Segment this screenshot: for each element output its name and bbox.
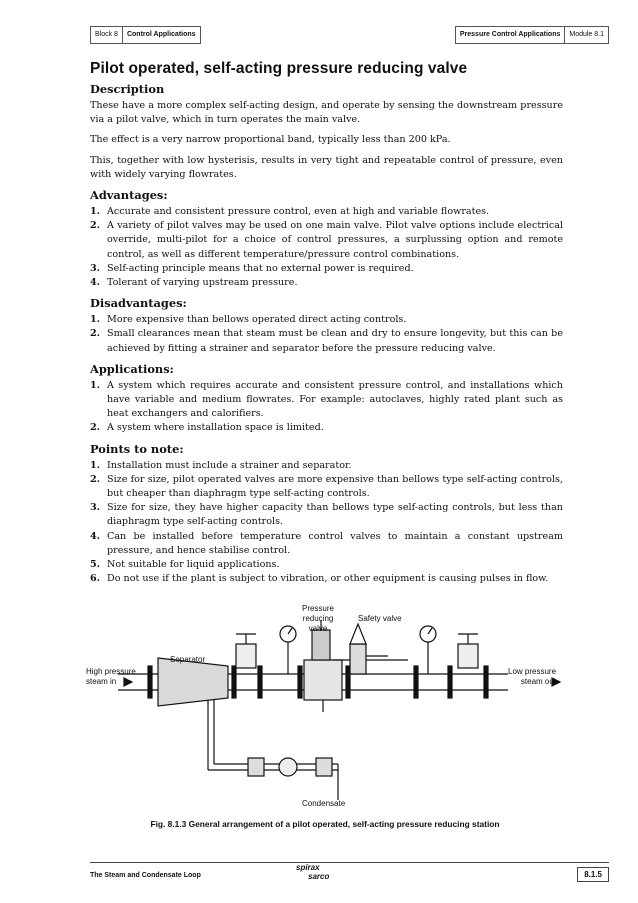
list-item [90, 379, 563, 422]
flange [346, 666, 350, 698]
item-text: More expensive than bellows operated direct acting controls. [107, 314, 407, 326]
list-item [90, 558, 563, 572]
item-text: Installation must include a strainer and separator. [107, 459, 352, 471]
condensate-valve [316, 758, 332, 776]
list-item [90, 276, 563, 290]
flange [484, 666, 488, 698]
flange [258, 666, 262, 698]
description-paragraph: The effect is a very narrow proportional band, typically less than 200 kPa. [90, 134, 451, 146]
item-number: 1. [90, 459, 101, 471]
logo-line-1: spirax [296, 863, 320, 872]
list-item [90, 313, 563, 327]
block-title: Control Applications [126, 31, 196, 38]
item-number: 2. [90, 220, 101, 232]
list-item [90, 501, 563, 529]
item-text: Do not use if the plant is subject to vibration, or other equipment is causing pulses in flow. [107, 573, 549, 585]
safety-valve [350, 644, 366, 674]
label-line: steam out [520, 677, 557, 686]
item-number: 1. [90, 314, 101, 326]
item-text: Self-acting principle means that no external power is required. [107, 262, 414, 274]
disadvantages-list [90, 313, 563, 356]
item-number: 1. [90, 206, 101, 218]
item-number: 6. [90, 573, 101, 585]
item-number: 5. [90, 559, 101, 571]
description-paragraph: This, together with low hysterisis, results in very tight and repeatable control of pressure, even with widely varying flowrates. [90, 154, 563, 180]
list-item [90, 219, 563, 262]
applications-heading: Applications: [90, 361, 174, 376]
list-item [90, 327, 563, 355]
label-line: High pressure [86, 667, 136, 676]
list-item [90, 459, 563, 473]
page-number: 8.1.5 [577, 867, 609, 882]
label-line: reducing [302, 614, 334, 623]
points-heading: Points to note: [90, 441, 184, 456]
item-number: 4. [90, 277, 101, 289]
isolating-valve-2 [458, 644, 478, 668]
module-label: Module 8.1 [564, 27, 608, 43]
list-item [90, 473, 563, 501]
item-text: Tolerant of varying upstream pressure. [107, 277, 298, 289]
header-block [90, 26, 201, 44]
item-number: 2. [90, 328, 101, 340]
pilot-valve [312, 630, 330, 660]
pressure-reducing-station-diagram [88, 600, 568, 815]
label-high-pressure [86, 667, 136, 687]
label-safety-valve: Safety valve [358, 614, 402, 623]
flange [298, 666, 302, 698]
flange [232, 666, 236, 698]
separator-body [158, 658, 228, 706]
item-text: Small clearances mean that steam must be clean and dry to ensure longevity, but this can be achieved by fitting a strainer and separator before the pressure reducing valve. [107, 328, 563, 354]
label-line: valve [308, 624, 328, 633]
label-condensate: Condensate [302, 799, 346, 808]
item-text: Size for size, pilot operated valves are more expensive than bellows type self-acting controls, but cheaper than diaphragm type self-acting controls. [107, 473, 563, 500]
figure-caption: Fig. 8.1.3 General arrangement of a pilot operated, self-acting pressure reducing station [150, 819, 500, 829]
applications-list [90, 379, 563, 436]
pressure-reducing-valve-body [304, 660, 342, 700]
points-list [90, 459, 563, 587]
page-title: Pilot operated, self-acting pressure reducing valve [90, 60, 468, 77]
item-number: 2. [90, 473, 101, 485]
isolating-valve-1 [236, 644, 256, 668]
list-item [90, 421, 563, 435]
item-number: 3. [90, 502, 101, 514]
list-item [90, 572, 563, 586]
list-item [90, 262, 563, 276]
item-text: A system which requires accurate and consistent pressure control, and installations which have variable and medium flowrates. For example: autoclaves, highly rated plant such as heat exchangers and calorifiers. [107, 379, 563, 420]
item-text: Size for size, they have higher capacity than bellows type self-acting controls, but less than diaphragm type self-acting controls. [107, 502, 563, 528]
item-text: Accurate and consistent pressure control, even at high and variable flowrates. [107, 206, 490, 218]
flange [448, 666, 452, 698]
main-content [90, 82, 563, 588]
section-title: Pressure Control Applications [459, 31, 561, 38]
label-low-pressure [508, 667, 556, 687]
advantages-list [90, 205, 563, 290]
brand-logo [296, 863, 329, 881]
header-module [455, 26, 609, 44]
label-pressure-reducing-valve [293, 604, 343, 634]
logo-line-2: sarco [308, 872, 330, 881]
description-heading: Description [90, 82, 165, 96]
description-paragraph: These have a more complex self-acting design, and operate by sensing the downstream pressure via a pilot valve, which in turn operates the main valve. [90, 100, 563, 126]
item-text: A system where installation space is limited. [107, 422, 324, 434]
item-text: A variety of pilot valves may be used on one main valve. Pilot valve options include electrical override, multi-pilot for a choice of control pressures, a surplussing option and remote control, as well as different temperature/pressure control combinations. [107, 220, 563, 260]
steam-trap [279, 758, 297, 776]
item-number: 4. [90, 530, 101, 542]
advantages-heading: Advantages: [90, 188, 168, 203]
item-text: Not suitable for liquid applications. [107, 559, 280, 571]
block-label: Block 8 [95, 31, 118, 38]
flange [148, 666, 152, 698]
footer-title: The Steam and Condensate Loop [90, 872, 201, 879]
item-text: Can be installed before temperature control valves to maintain a constant upstream pressure, and hence stabilise control. [107, 530, 563, 556]
footer-divider [90, 862, 609, 863]
label-line: Pressure [301, 604, 334, 613]
label-line: Low pressure [508, 667, 557, 676]
flange [414, 666, 418, 698]
label-line: steam in [86, 677, 117, 686]
item-number: 2. [90, 422, 101, 434]
item-number: 3. [90, 262, 101, 274]
list-item [90, 205, 563, 219]
drain-valve [248, 758, 264, 776]
label-separator: Separator [170, 655, 206, 664]
item-number: 1. [90, 379, 101, 391]
list-item [90, 530, 563, 558]
disadvantages-heading: Disadvantages: [90, 296, 187, 311]
